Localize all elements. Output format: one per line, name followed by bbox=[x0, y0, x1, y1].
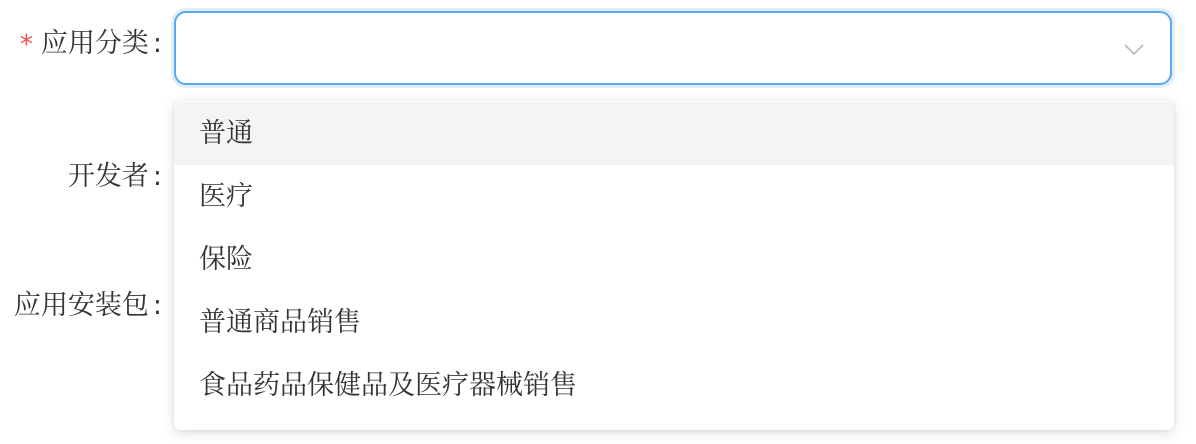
developer-label-text: 开发者 bbox=[67, 161, 149, 192]
category-label-colon: : bbox=[152, 28, 162, 59]
package-label-text: 应用安装包 bbox=[13, 290, 149, 321]
category-option-food-drug-device-sales[interactable]: 食品药品保健品及医疗器械销售 bbox=[199, 370, 577, 401]
package-label-colon: : bbox=[152, 290, 162, 321]
package-label bbox=[14, 286, 162, 326]
category-select[interactable] bbox=[174, 11, 1172, 85]
required-mark: * bbox=[19, 30, 33, 60]
category-option-general[interactable]: 普通 bbox=[174, 102, 1174, 165]
developer-label-colon: : bbox=[152, 161, 162, 192]
category-option-general-goods-sales[interactable]: 普通商品销售 bbox=[199, 307, 361, 338]
category-label bbox=[20, 24, 162, 64]
category-option-insurance[interactable]: 保险 bbox=[199, 244, 253, 275]
category-label-text: 应用分类 bbox=[40, 28, 149, 59]
category-option-medical[interactable]: 医疗 bbox=[199, 181, 253, 212]
chevron-down-icon[interactable] bbox=[1122, 37, 1146, 61]
category-dropdown bbox=[174, 101, 1174, 430]
developer-label bbox=[68, 157, 162, 197]
